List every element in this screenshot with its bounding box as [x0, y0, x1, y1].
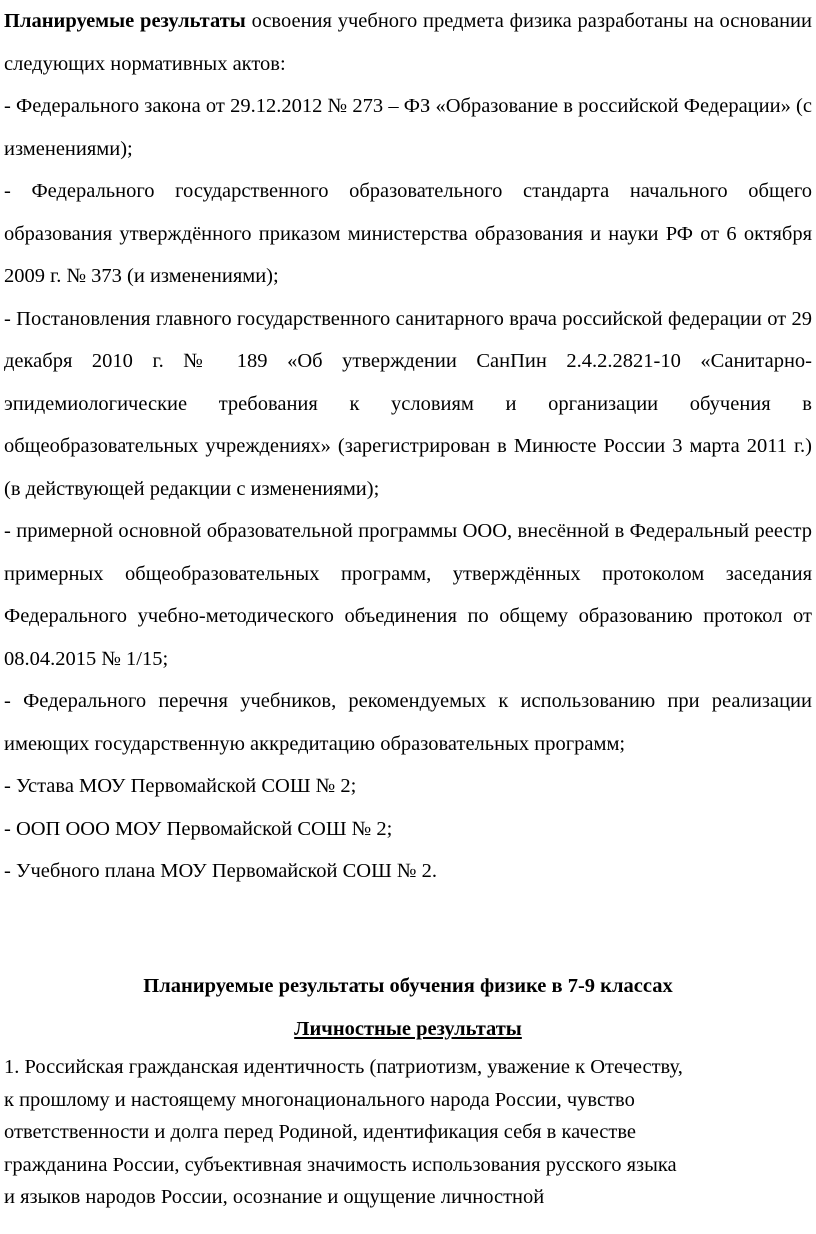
act-item-7: - ООП ООО МОУ Первомайской СОШ № 2;: [4, 817, 393, 840]
intro-bold-lead: Планируемые результаты: [4, 10, 246, 32]
act-item-3: - Постановления главного государственного санитарного врача российской федерации от 29 декабря 2010 г. № 189 «Об утверждении СанПин 2.4.2.2821-10 «Санитарно-эпидемиологические требования к условиям и организации обучения в общеобразовательных учреждениях» (зарегистрирован в Минюсте России 3 марта 2011 г.) (в действующей редакции с изменениями);: [4, 307, 812, 500]
personal-results-line: 1. Российская гражданская идентичность (патриотизм, уважение к Отечеству,: [4, 1056, 683, 1078]
normative-acts-section: [4, 0, 812, 893]
act-item-4: - примерной основной образовательной программы ООО, внесённой в Федеральный реестр примерных общеобразовательных программ, утверждённых протоколом заседания Федерального учебно-методического объединения по общему образованию протокол от 08.04.2015 № 1/15;: [4, 520, 812, 670]
intro-text: освоения учебного предмета физика разработаны на основании следующих нормативных актов:: [4, 10, 812, 75]
act-item-2: - Федерального государственного образовательного стандарта начального общего образования утверждённого приказом министерства образования и науки РФ от 6 октября 2009 г. № 373 (и изменениями);: [4, 180, 812, 287]
personal-results-line: и языков народов России, осознание и ощущение личностной: [4, 1186, 545, 1208]
act-item-8: - Учебного плана МОУ Первомайской СОШ № 2.: [4, 860, 437, 882]
act-item-5: - Федерального перечня учебников, рекомендуемых к использованию при реализации имеющих государственную аккредитацию образовательных программ;: [4, 690, 812, 755]
personal-results-line: к прошлому и настоящему многонационального народа России, чувство: [4, 1088, 635, 1111]
act-item-1: - Федерального закона от 29.12.2012 № 273 – ФЗ «Образование в российской Федерации» (с изменениями);: [4, 95, 812, 160]
act-item-6: - Устава МОУ Первомайской СОШ № 2;: [4, 775, 357, 797]
section-title: Планируемые результаты обучения физике в 7-9 классах: [143, 975, 673, 997]
personal-results-section: [4, 1051, 812, 1214]
intro-paragraph: [4, 0, 812, 85]
personal-results-line: гражданина России, субъективная значимость использования русского языка: [4, 1153, 677, 1176]
personal-results-line: ответственности и долга перед Родиной, идентификация себя в качестве: [4, 1121, 637, 1143]
subsection-title: Личностные результаты: [294, 1018, 522, 1040]
